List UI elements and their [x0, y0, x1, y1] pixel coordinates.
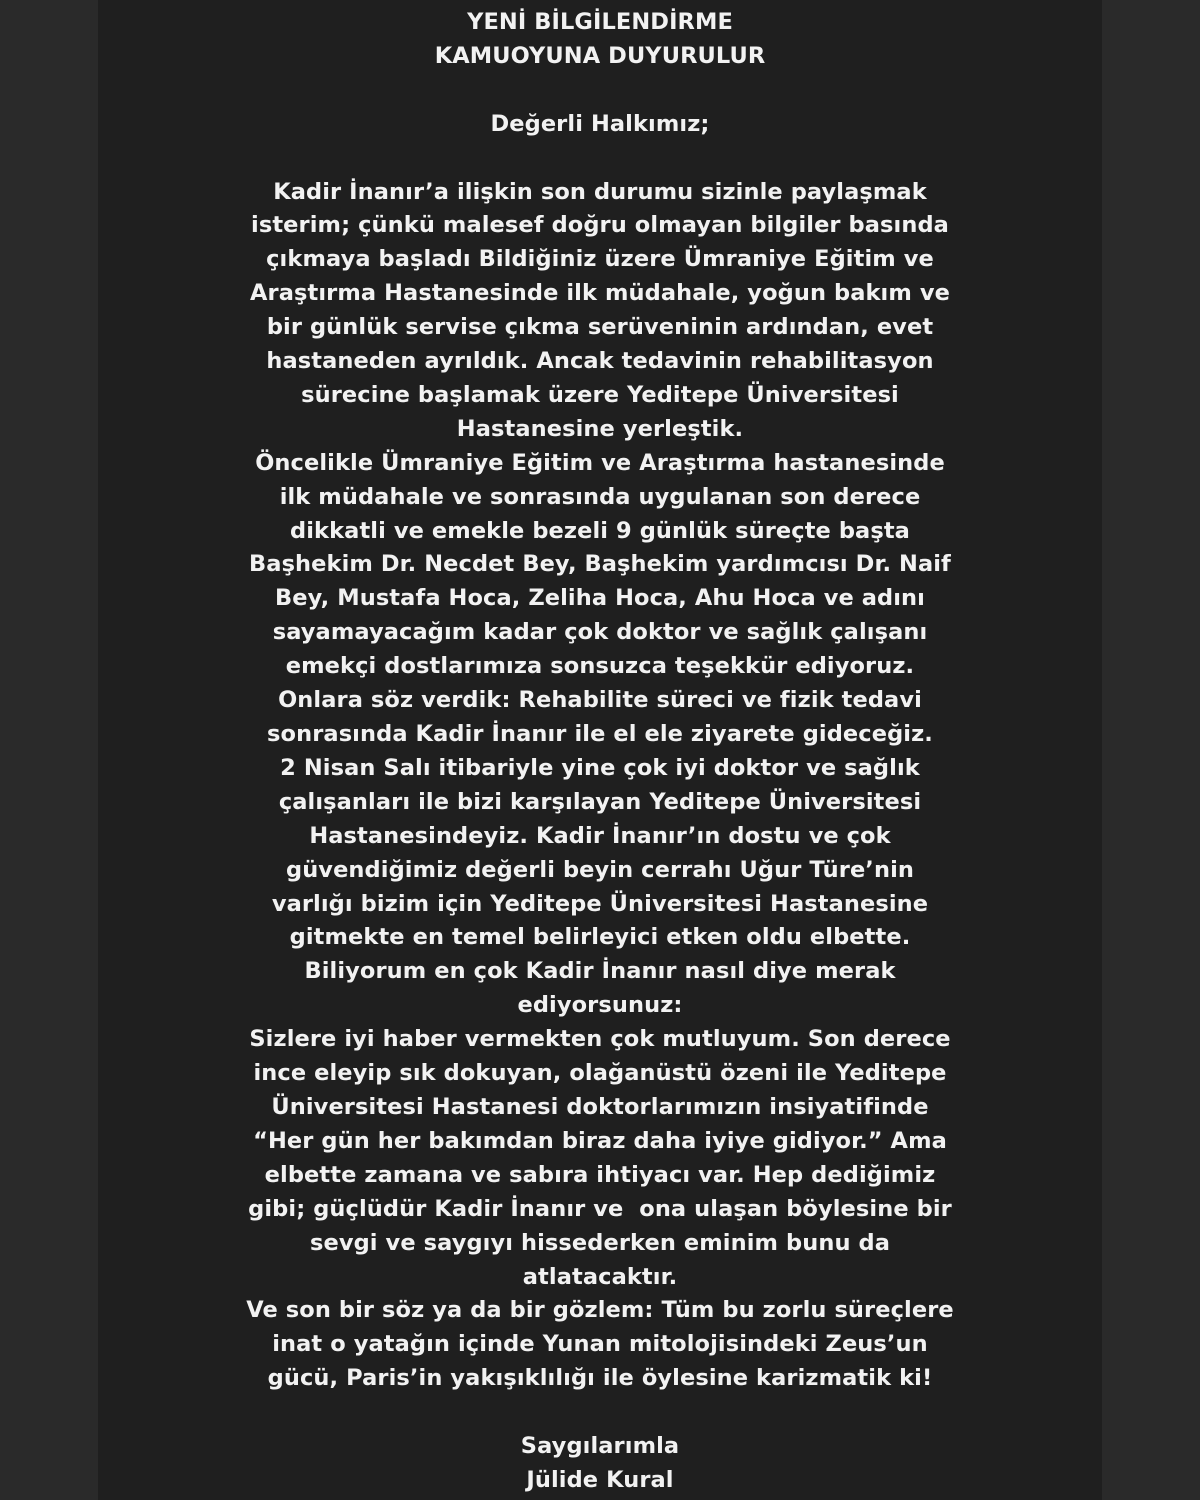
body-line: “Her gün her bakımdan biraz daha iyiye gidiyor.” Ama [253, 1127, 947, 1154]
body-line: emekçi dostlarımıza sonsuzca teşekkür ediyoruz. [285, 653, 915, 680]
right-margin-band [1102, 0, 1200, 1500]
body-line: Başhekim Dr. Necdet Bey, Başhekim yardımcısı Dr. Naif [249, 551, 951, 578]
spacer [98, 1396, 1102, 1430]
announcement-page [98, 0, 1102, 1500]
body-line: Ve son bir söz ya da bir gözlem: Tüm bu zorlu süreçlere [246, 1297, 954, 1324]
body-line: elbette zamana ve sabıra ihtiyacı var. Hep dediğimiz [264, 1161, 936, 1188]
body-line: Bey, Mustafa Hoca, Zeliha Hoca, Ahu Hoca ve adını [275, 585, 925, 612]
body-line: sayamayacağım kadar çok doktor ve sağlık çalışanı [272, 619, 928, 646]
body-paragraphs [98, 176, 1102, 1397]
body-line: Hastanesindeyiz. Kadir İnanır’ın dostu ve çok [309, 822, 891, 849]
body-line: ilk müdahale ve sonrasında uygulanan son derece [279, 483, 921, 510]
body-line: ince eleyip sık dokuyan, olağanüstü özeni ile Yeditepe [253, 1060, 947, 1087]
body-line: sevgi ve saygıyı hissederken eminim bunu da [309, 1229, 891, 1256]
body-line: Hastanesine yerleştik. [456, 415, 744, 442]
title-line-1: YENİ BİLGİLENDİRME [467, 9, 733, 35]
announcement-text [98, 6, 1102, 1498]
body-line: çıkmaya başladı Bildiğiniz üzere Ümraniye Eğitim ve [266, 246, 934, 273]
body-line: ediyorsunuz: [517, 992, 683, 1019]
title-line-2: KAMUOYUNA DUYURULUR [434, 42, 766, 69]
spacer [98, 142, 1102, 176]
body-line: Kadir İnanır’a ilişkin son durumu sizinle paylaşmak [273, 178, 927, 205]
body-line: gücü, Paris’in yakışıklılığı ile öylesine karizmatik ki! [267, 1365, 933, 1392]
body-line: bir günlük servise çıkma serüveninin ardından, evet [266, 314, 934, 341]
spacer [98, 74, 1102, 108]
body-line: Üniversitesi Hastanesi doktorlarımızın insiyatifinde [271, 1093, 929, 1120]
left-margin-band [0, 0, 98, 1500]
body-line: çalışanları ile bizi karşılayan Yeditepe Üniversitesi [278, 788, 922, 815]
body-line: 2 Nisan Salı itibariyle yine çok iyi doktor ve sağlık [280, 754, 920, 781]
body-line: Onlara söz verdik: Rehabilite süreci ve fizik tedavi [278, 687, 922, 714]
body-line: Biliyorum en çok Kadir İnanır nasıl diye merak [304, 958, 896, 985]
body-line: sürecine başlamak üzere Yeditepe Üniversitesi [301, 381, 899, 408]
closing: Saygılarımla [520, 1433, 680, 1460]
signature: Jülide Kural [526, 1466, 674, 1493]
body-line: dikkatli ve emekle bezeli 9 günlük süreçte başta [290, 517, 910, 544]
body-line: Araştırma Hastanesinde ilk müdahale, yoğun bakım ve [250, 280, 950, 307]
body-line: Öncelikle Ümraniye Eğitim ve Araştırma hastanesinde [255, 449, 945, 476]
body-line: atlatacaktır. [522, 1263, 678, 1290]
salutation: Değerli Halkımız; [490, 110, 710, 137]
body-line: hastaneden ayrıldık. Ancak tedavinin rehabilitasyon [266, 348, 934, 375]
body-line: gibi; güçlüdür Kadir İnanır ve ona ulaşan böylesine bir [248, 1195, 952, 1222]
body-line: sonrasında Kadir İnanır ile el ele ziyarete gideceğiz. [267, 721, 933, 747]
body-line: inat o yatağın içinde Yunan mitolojisindeki Zeus’un [272, 1331, 928, 1358]
body-line: gitmekte en temel belirleyici etken oldu elbette. [289, 924, 911, 951]
body-line: Sizlere iyi haber vermekten çok mutluyum. Son derece [249, 1026, 951, 1053]
body-line: varlığı bizim için Yeditepe Üniversitesi Hastanesine [271, 890, 929, 917]
body-line: isterim; çünkü malesef doğru olmayan bilgiler basında [251, 212, 949, 239]
body-line: güvendiğimiz değerli beyin cerrahı Uğur Türe’nin [285, 856, 914, 883]
